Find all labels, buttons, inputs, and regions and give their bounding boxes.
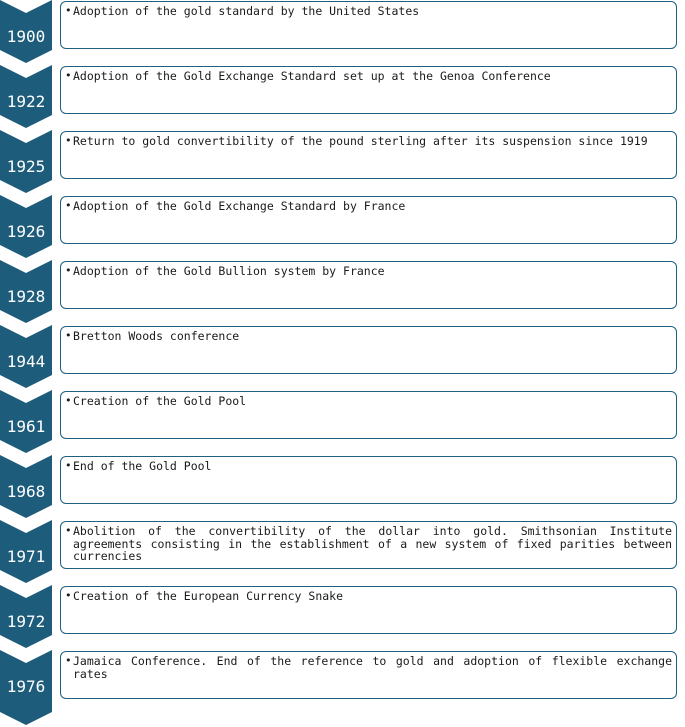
year-label: 1944 — [6, 352, 46, 371]
year-label: 1922 — [6, 92, 46, 111]
event-box — [60, 326, 677, 374]
event-box — [60, 66, 677, 114]
timeline-row — [0, 65, 685, 130]
event-box — [60, 391, 677, 439]
year-label: 1972 — [6, 612, 46, 631]
event-text: Adoption of the Gold Bullion system by France — [73, 264, 385, 278]
event-text: Creation of the Gold Pool — [73, 394, 247, 408]
bullet-icon: • — [65, 329, 72, 342]
timeline-row — [0, 260, 685, 325]
year-label: 1961 — [6, 417, 46, 436]
event-text: Jamaica Conference. End of the reference to gold and adoption of flexible exchange rates — [73, 654, 672, 681]
event-box — [60, 651, 677, 699]
timeline-row — [0, 195, 685, 260]
event-box — [60, 456, 677, 504]
year-label: 1926 — [6, 222, 46, 241]
event-box — [60, 196, 677, 244]
event-box — [60, 521, 677, 569]
event-text: Return to gold convertibility of the pound sterling after its suspension since 1919 — [73, 134, 648, 148]
bullet-icon: • — [65, 654, 72, 667]
bullet-icon: • — [65, 199, 72, 212]
timeline-row — [0, 650, 685, 715]
event-box — [60, 586, 677, 634]
timeline-row — [0, 130, 685, 195]
bullet-icon: • — [65, 134, 72, 147]
event-text: Adoption of the Gold Exchange Standard set up at the Genoa Conference — [73, 69, 551, 83]
event-box — [60, 1, 677, 49]
bullet-icon: • — [65, 394, 72, 407]
year-label: 1976 — [6, 677, 46, 696]
timeline-row — [0, 0, 685, 65]
event-box — [60, 131, 677, 179]
event-text: Creation of the European Currency Snake — [73, 589, 344, 603]
bullet-icon: • — [65, 459, 72, 472]
year-label: 1968 — [6, 482, 46, 501]
bullet-icon: • — [65, 524, 72, 537]
event-box — [60, 261, 677, 309]
year-label: 1900 — [6, 27, 46, 46]
year-label: 1928 — [6, 287, 46, 306]
timeline-row — [0, 520, 685, 585]
timeline-row — [0, 390, 685, 455]
event-text: Bretton Woods conference — [73, 329, 240, 343]
bullet-icon: • — [65, 589, 72, 602]
bullet-icon: • — [65, 4, 72, 17]
event-text: Adoption of the Gold Exchange Standard by France — [73, 199, 406, 213]
timeline-row — [0, 455, 685, 520]
year-label: 1971 — [6, 547, 46, 566]
timeline-row — [0, 585, 685, 650]
event-text: End of the Gold Pool — [73, 459, 212, 473]
timeline-row — [0, 325, 685, 390]
bullet-icon: • — [65, 69, 72, 82]
event-text: Adoption of the gold standard by the United States — [73, 4, 420, 18]
year-label: 1925 — [6, 157, 46, 176]
event-text: Abolition of the convertibility of the dollar into gold. Smithsonian Institute agreements consisting in the establishment of a new system of fixed parities between currencies — [73, 524, 672, 563]
bullet-icon: • — [65, 264, 72, 277]
